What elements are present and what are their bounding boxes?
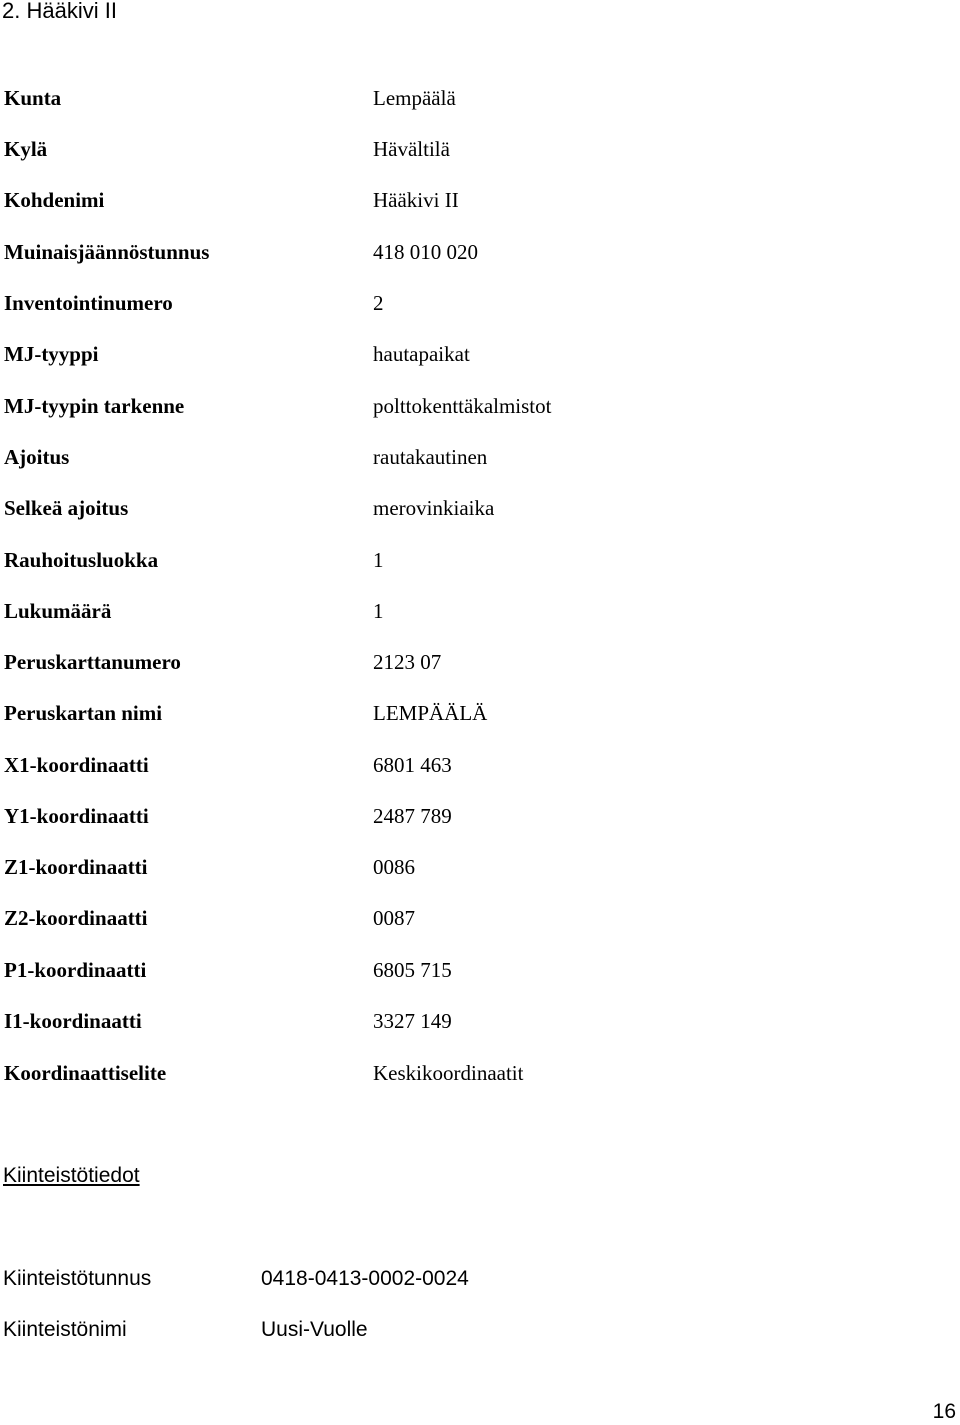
field-value: Lempäälä	[373, 86, 456, 110]
field-label: Z1-koordinaatti	[4, 855, 148, 879]
field-row-lukumaara	[0, 596, 960, 626]
field-label: Z2-koordinaatti	[4, 906, 148, 930]
field-row-z1-koordinaatti	[0, 852, 960, 882]
property-label: Kiinteistönimi	[3, 1318, 127, 1341]
field-label: P1-koordinaatti	[4, 958, 147, 982]
field-label: Inventointinumero	[4, 291, 173, 315]
field-value: Hääkivi II	[373, 188, 459, 212]
field-label: Y1-koordinaatti	[4, 804, 149, 828]
field-label: Peruskartan nimi	[4, 701, 163, 725]
field-row-p1-koordinaatti	[0, 955, 960, 985]
field-value: 0087	[373, 906, 415, 930]
property-row-kiinteistonimi	[0, 1315, 960, 1345]
field-value: Hävältilä	[373, 137, 450, 161]
property-value: 0418-0413-0002-0024	[261, 1267, 469, 1290]
field-row-muinaisjaannostunnus	[0, 237, 960, 267]
field-row-inventointinumero	[0, 288, 960, 318]
field-value: 3327 149	[373, 1009, 452, 1033]
field-label: Muinaisjäännöstunnus	[4, 240, 210, 264]
page-number: 16	[932, 1400, 956, 1423]
field-label: I1-koordinaatti	[4, 1009, 142, 1033]
field-value: 0086	[373, 855, 415, 879]
field-label: Kohdenimi	[4, 188, 105, 212]
field-row-selkea-ajoitus	[0, 493, 960, 523]
field-row-peruskarttanumero	[0, 647, 960, 677]
field-label: Kunta	[4, 86, 62, 110]
page-title: 2. Hääkivi II	[2, 0, 117, 23]
field-row-koordinaattiselite	[0, 1058, 960, 1088]
property-value: Uusi-Vuolle	[261, 1318, 368, 1341]
field-label: Kylä	[4, 137, 48, 161]
field-row-z2-koordinaatti	[0, 903, 960, 933]
property-heading: Kiinteistötiedot	[3, 1164, 140, 1187]
field-row-kunta	[0, 83, 960, 113]
field-value: polttokenttäkalmistot	[373, 394, 552, 418]
field-label: MJ-tyypin tarkenne	[4, 394, 185, 418]
field-row-mj-tyyppi	[0, 339, 960, 369]
field-label: MJ-tyyppi	[4, 342, 99, 366]
field-label: X1-koordinaatti	[4, 753, 149, 777]
property-row-kiinteistotunnus	[0, 1264, 960, 1294]
field-row-x1-koordinaatti	[0, 750, 960, 780]
field-row-peruskartan-nimi	[0, 698, 960, 728]
field-label: Ajoitus	[4, 445, 70, 469]
field-label: Koordinaattiselite	[4, 1061, 167, 1085]
field-value: 2	[373, 291, 384, 315]
field-value: hautapaikat	[373, 342, 470, 366]
field-label: Selkeä ajoitus	[4, 496, 129, 520]
field-row-y1-koordinaatti	[0, 801, 960, 831]
field-label: Peruskarttanumero	[4, 650, 181, 674]
field-value: Keskikoordinaatit	[373, 1061, 524, 1085]
field-row-kyla	[0, 134, 960, 164]
field-value: 2123 07	[373, 650, 442, 674]
field-value: 2487 789	[373, 804, 452, 828]
field-row-ajoitus	[0, 442, 960, 472]
field-value: 1	[373, 599, 384, 623]
field-value: 1	[373, 548, 384, 572]
property-label: Kiinteistötunnus	[3, 1267, 152, 1290]
field-value: 6801 463	[373, 753, 452, 777]
field-value: 418 010 020	[373, 240, 478, 264]
field-label: Rauhoitusluokka	[4, 548, 159, 572]
field-row-i1-koordinaatti	[0, 1006, 960, 1036]
field-value: 6805 715	[373, 958, 452, 982]
field-row-rauhoitusluokka	[0, 545, 960, 575]
field-row-mj-tyypin-tarkenne	[0, 391, 960, 421]
field-row-kohdenimi	[0, 185, 960, 215]
field-label: Lukumäärä	[4, 599, 112, 623]
field-value: merovinkiaika	[373, 496, 495, 520]
field-value: LEMPÄÄLÄ	[373, 701, 488, 725]
field-value: rautakautinen	[373, 445, 488, 469]
